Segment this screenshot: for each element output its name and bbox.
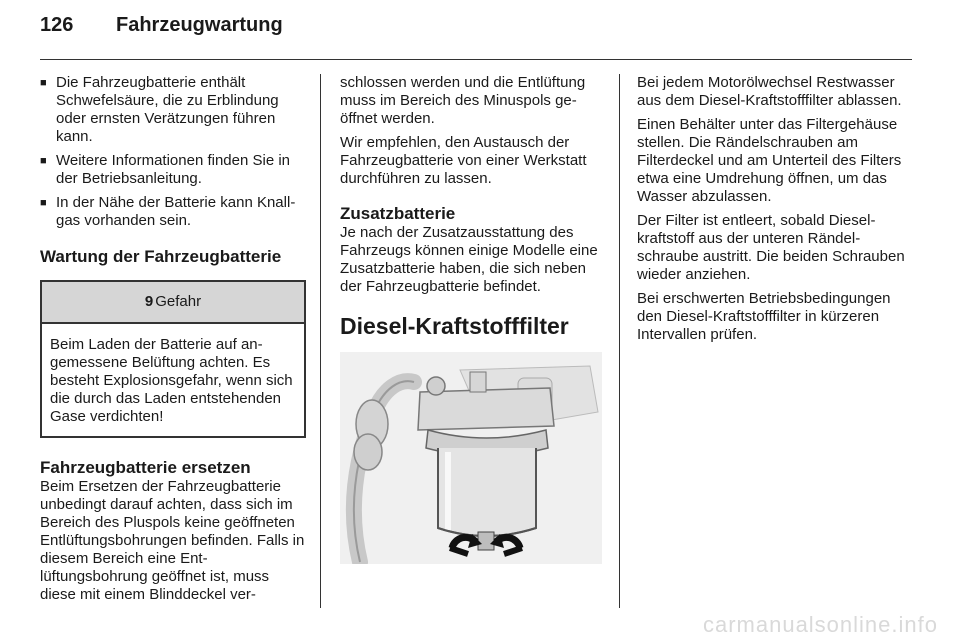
page-number: 126 bbox=[40, 14, 74, 36]
subheading-auxiliary-battery: Zusatzbatterie bbox=[340, 204, 456, 223]
header-rule bbox=[40, 59, 912, 60]
danger-warning-box bbox=[40, 280, 306, 438]
warning-title: Gefahr bbox=[155, 293, 202, 310]
diesel-filter-illustration bbox=[340, 352, 602, 564]
warning-body: Beim Laden der Batterie auf angemessene Belüftung achten. Es besteht Explosionsgefahr, wenn sich die durch das Laden entstehenden Gase verdichten! bbox=[50, 336, 293, 425]
bullet-item: ■ Die Fahrzeugbatterie enthält Schwefelsäure, die zu Erblindung oder ernsten Verätzungen führen kann. bbox=[40, 74, 306, 146]
paragraph-drain-procedure: Einen Behälter unter das Filtergehäuse stellen. Die Rändelschrauben am Filterdeckel und am Unterteil des Filters etwa eine Umdrehung öffnen, um das Wasser abzulassen. bbox=[637, 116, 902, 205]
column-divider-1 bbox=[320, 74, 321, 608]
paragraph-drain-interval: Bei jedem Motorölwechsel Restwasser aus dem Diesel-Kraftstofffilter ablassen. bbox=[637, 74, 902, 109]
diesel-filter-icon bbox=[340, 352, 602, 564]
column-3 bbox=[637, 74, 907, 350]
paragraph-severe-conditions: Bei erschwerten Betriebsbedingungen den Diesel-Kraftstofffilter in kürzeren Intervallen prüfen. bbox=[637, 290, 891, 343]
bullet-item: ■ In der Nähe der Batterie kann Knallgas vorhanden sein. bbox=[40, 194, 306, 230]
paragraph-auxiliary-battery: Je nach der Zusatzausstattung des Fahrzeugs können einige Modelle eine Zusatzbatterie haben, die sich neben der Fahrzeugbatterie befindet. bbox=[340, 224, 598, 295]
danger-warning-header bbox=[42, 282, 304, 324]
footer-watermark: carmanualsonline.info bbox=[702, 612, 938, 637]
paragraph-filter-empty: Der Filter ist entleert, sobald Dieselkraftstoff aus der unteren Rändelschraube austritt. Die beiden Schrauben wieder anziehen. bbox=[637, 212, 905, 283]
section-heading-battery-maintenance: Wartung der Fahrzeugbatterie bbox=[40, 247, 282, 266]
subheading-battery-replacement: Fahrzeugbatterie ersetzen bbox=[40, 458, 251, 477]
column-2 bbox=[340, 74, 606, 564]
warning-bullet-list bbox=[40, 74, 306, 230]
bullet-item: ■ Weitere Informationen finden Sie in der Betriebsanleitung. bbox=[40, 152, 306, 188]
page-title: Fahrzeugwartung bbox=[116, 14, 283, 36]
section-heading-diesel-filter: Diesel-Kraftstofffilter bbox=[340, 313, 569, 339]
paragraph-workshop: Wir empfehlen, den Austausch der Fahrzeugbatterie von einer Werkstatt durchführen zu lassen. bbox=[340, 134, 587, 187]
column-1 bbox=[40, 74, 306, 610]
warning-triangle-icon: 9 bbox=[144, 293, 154, 310]
paragraph-venting: schlossen werden und die Entlüftung muss im Bereich des Minuspols geöffnet werden. bbox=[340, 74, 586, 127]
battery-replacement-paragraph: Beim Ersetzen der Fahrzeugbatterie unbedingt darauf achten, dass sich im Bereich des Pluspols keine geöffneten Entlüftungsbohrungen befinden. Falls in diesem Bereich eine Entlüftungsbohrung geöffnet ist, muss diese mit einem Blinddeckel ver- bbox=[40, 478, 305, 603]
column-divider-2 bbox=[619, 74, 620, 608]
